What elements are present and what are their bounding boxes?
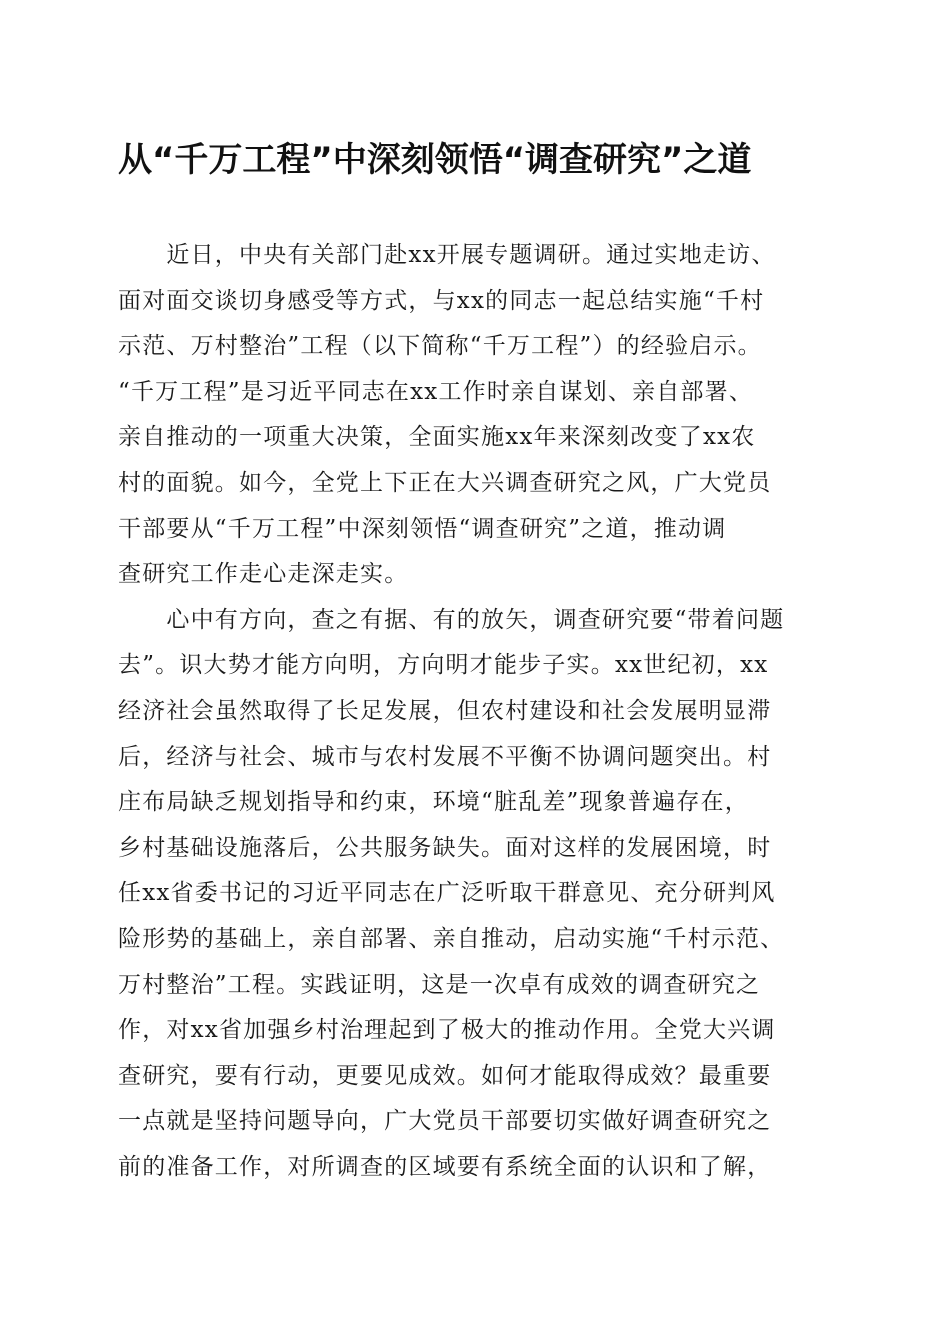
text-line: 经济社会虽然取得了长足发展，但农村建设和社会发展明显滞 [118, 697, 772, 724]
paragraph-1 [118, 233, 838, 598]
text-line: 险形势的基础上，亲自部署、亲自推动，启动实施“千村示范、 [118, 925, 785, 952]
text-line: 万村整治”工程。实践证明，这是一次卓有成效的调查研究之 [118, 971, 761, 998]
text-line: 查研究工作走心走深走实。 [118, 561, 409, 588]
text-line: 任xx省委书记的习近平同志在广泛听取干群意见、充分研判风 [118, 880, 776, 907]
text-line: 查研究，要有行动，更要见成效。如何才能取得成效？最重要 [118, 1062, 772, 1089]
document-title: 从“千万工程”中深刻领悟“调查研究”之道 [118, 140, 752, 180]
text-line: 示范、万村整治”工程（以下简称“千万工程”）的经验启示。 [118, 333, 762, 360]
text-line: “千万工程”是习近平同志在xx工作时亲自谋划、亲自部署、 [118, 378, 754, 405]
text-line: 近日，中央有关部门赴xx开展专题调研。通过实地走访、 [118, 242, 776, 268]
document-body [118, 233, 838, 1190]
text-line: 一点就是坚持问题导向，广大党员干部要切实做好调查研究之 [118, 1108, 772, 1135]
text-line: 村的面貌。如今，全党上下正在大兴调查研究之风，广大党员 [118, 469, 772, 496]
text-line: 乡村基础设施落后，公共服务缺失。面对这样的发展困境，时 [118, 834, 772, 861]
text-line: 亲自推动的一项重大决策，全面实施xx年来深刻改变了xx农 [118, 424, 756, 451]
text-line: 心中有方向，查之有据、有的放矢，调查研究要“带着问题 [118, 606, 785, 633]
text-line: 作，对xx省加强乡村治理起到了极大的推动作用。全党大兴调 [118, 1017, 776, 1044]
text-line: 后，经济与社会、城市与农村发展不平衡不协调问题突出。村 [118, 743, 772, 770]
text-line: 去”。识大势才能方向明，方向明才能步子实。xx世纪初，xx [118, 652, 769, 679]
text-line: 前的准备工作，对所调查的区域要有系统全面的认识和了解， [118, 1153, 772, 1180]
text-line: 庄布局缺乏规划指导和约束，环境“脏乱差”现象普遍存在， [118, 789, 749, 816]
paragraph-2 [118, 598, 838, 1191]
text-line: 面对面交谈切身感受等方式，与xx的同志一起总结实施“千村 [118, 287, 765, 314]
text-line: 干部要从“千万工程”中深刻领悟“调查研究”之道，推动调 [118, 515, 727, 542]
